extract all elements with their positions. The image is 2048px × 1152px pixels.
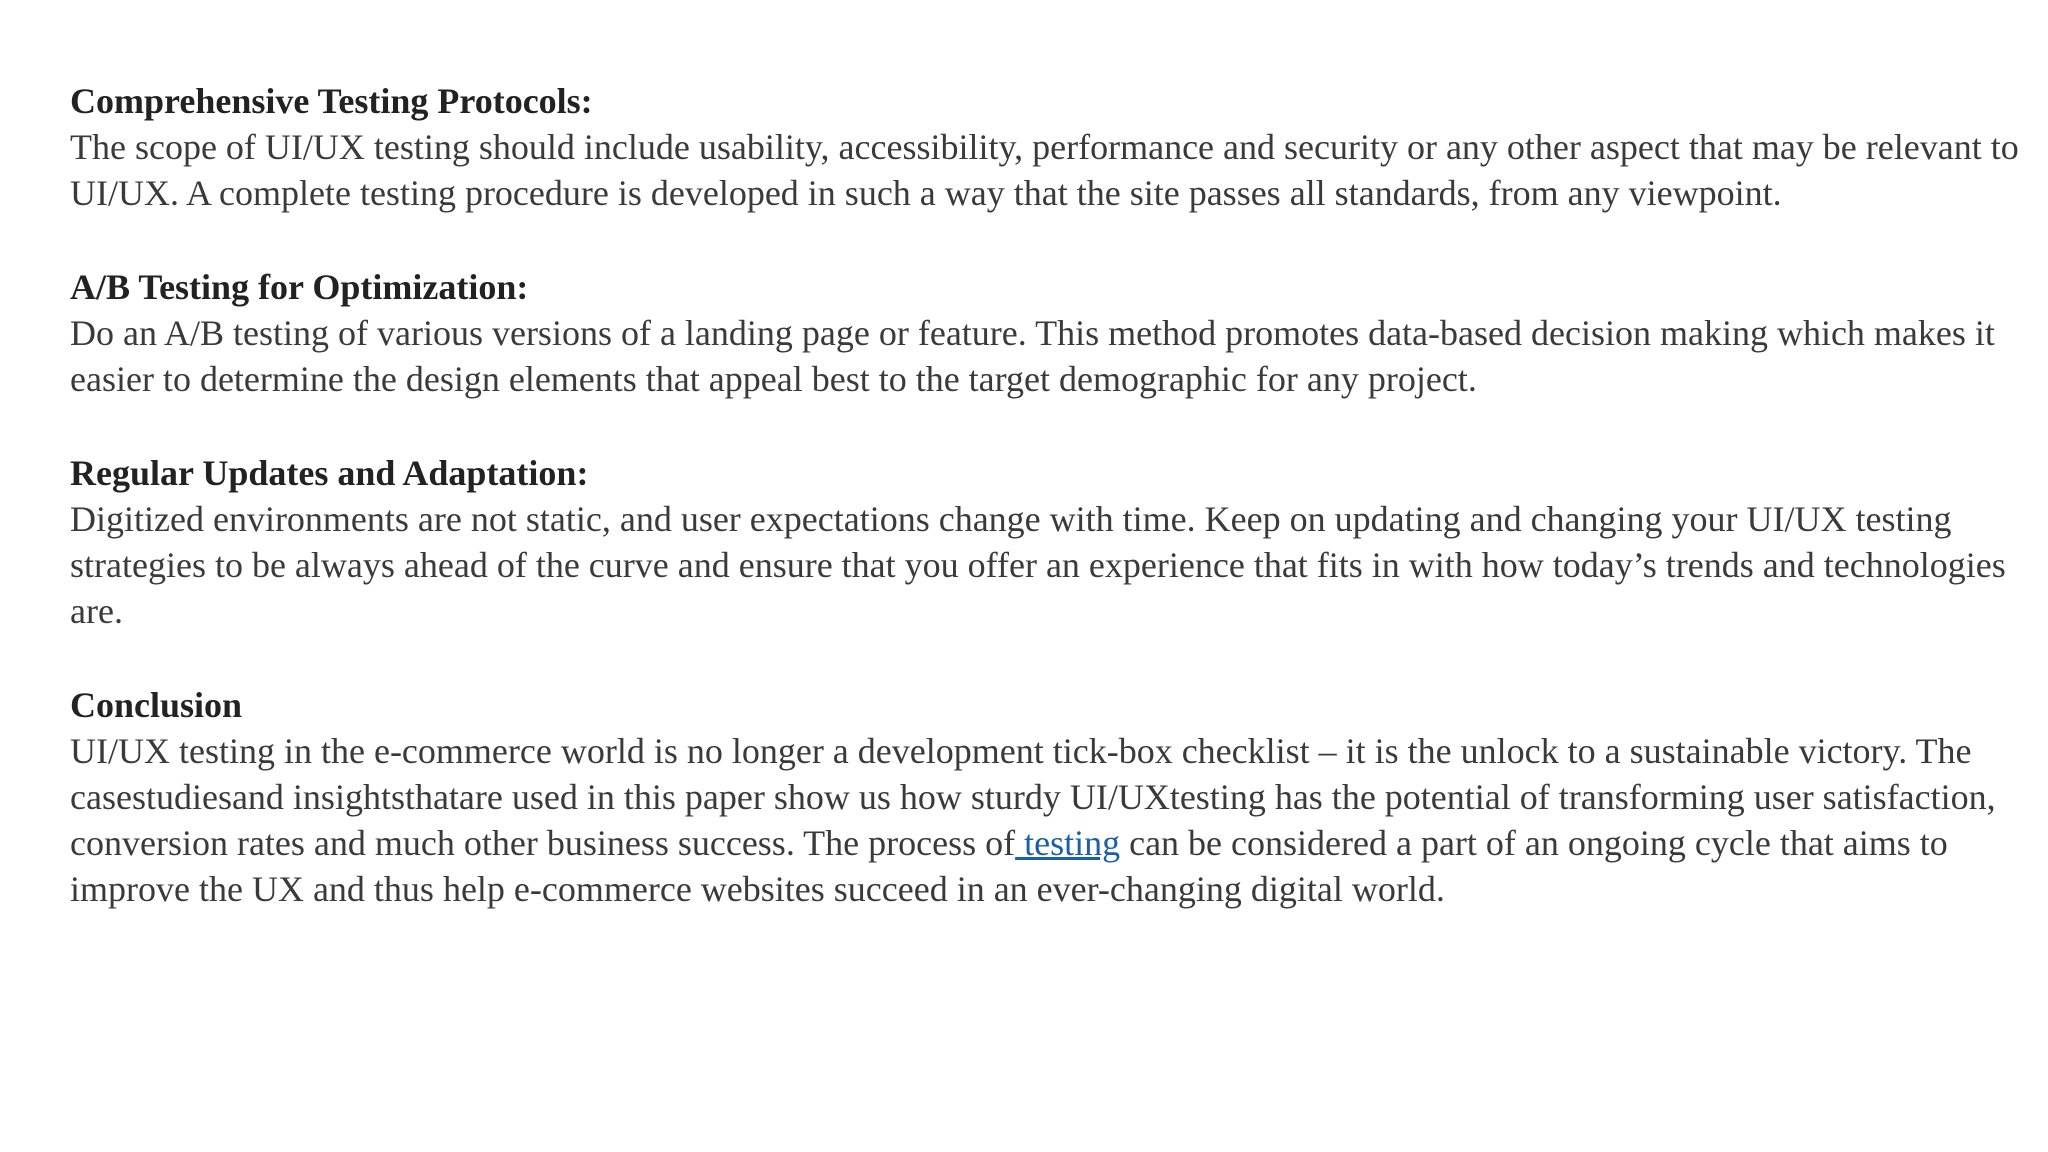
section-conclusion xyxy=(70,682,2030,912)
testing-link[interactable]: testing xyxy=(1015,823,1121,863)
section-heading: Regular Updates and Adaptation: xyxy=(70,453,589,493)
section-heading: Conclusion xyxy=(70,685,243,725)
section-paragraph: The scope of UI/UX testing should include usability, accessibility, performance and security or any other aspect that may be relevant to UI/UX. A complete testing procedure is developed in such a way that the site passes all standards, from any viewpoint. xyxy=(70,127,2019,213)
paragraph-text-before-link: UI/UX testing in the e-commerce world is no longer a development tick-box checklist – it is the unlock to a sustainable victory. The casestudiesand insightsthatare used in this paper show us how sturdy UI/UXtesting has the potential of transforming user satisfaction, conversion rates and much other business success. The process of xyxy=(70,731,1996,863)
section-paragraph: Do an A/B testing of various versions of a landing page or feature. This method promotes data-based decision making which makes it easier to determine the design elements that appeal best to the target demographic for any project. xyxy=(70,313,1995,399)
paragraph-text-after-link: can be considered a part of an ongoing cycle that aims to improve the UX and thus help e-commerce websites succeed in an ever-changing digital world. xyxy=(70,823,1948,909)
section-paragraph xyxy=(70,728,2030,912)
section-heading: Comprehensive Testing Protocols: xyxy=(70,81,593,121)
section-heading: A/B Testing for Optimization: xyxy=(70,267,529,307)
section-ab-testing xyxy=(70,264,2030,402)
section-regular-updates xyxy=(70,450,2030,634)
document-body xyxy=(70,78,2030,960)
section-paragraph: Digitized environments are not static, and user expectations change with time. Keep on updating and changing your UI/UX testing strategies to be always ahead of the curve and ensure that you offer an experience that fits in with how today’s trends and technologies are. xyxy=(70,499,2006,631)
section-comprehensive-testing xyxy=(70,78,2030,216)
